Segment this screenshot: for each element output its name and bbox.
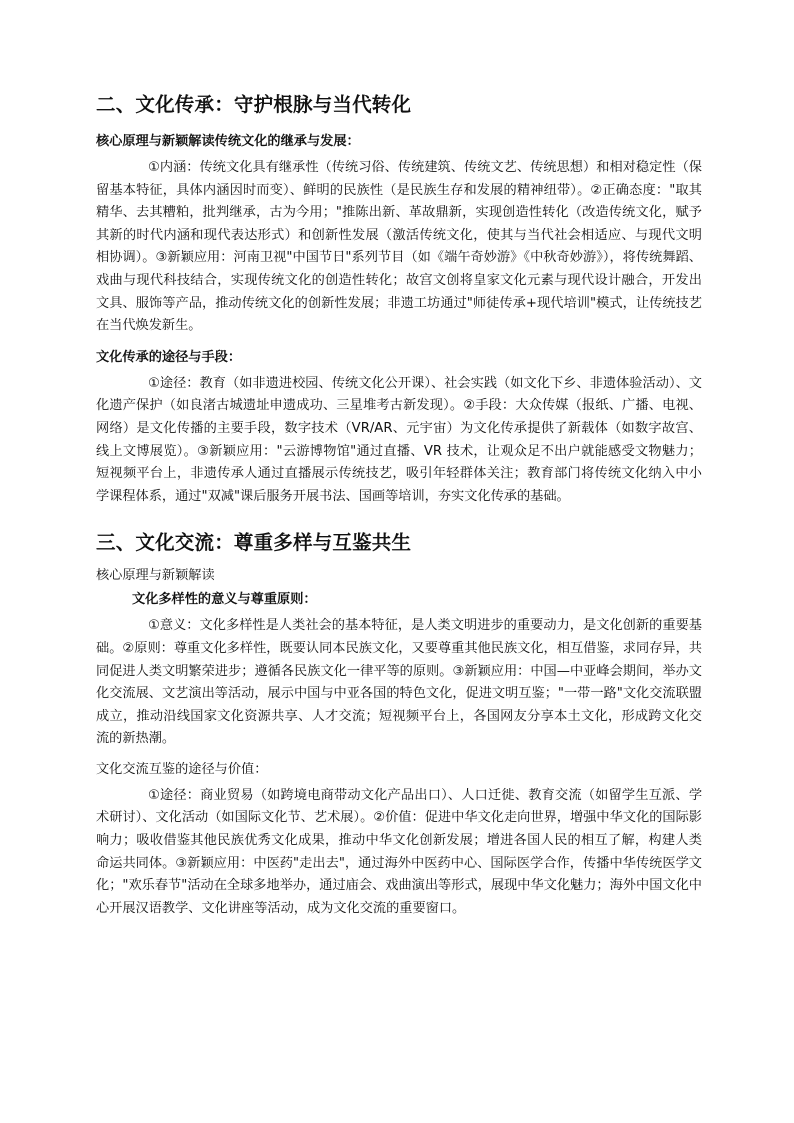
section-2-paragraph-1: ①内涵：传统文化具有继承性（传统习俗、传统建筑、传统文艺、传统思想）和相对稳定性（保留基本特征，具体内涵因时而变）、鲜明的民族性（是民族生存和发展的精神纽带）。②正确态度："取其精华、去其糟粕，批判继承，古为今用；"推陈出新、革故鼎新，实现创造性转化（改造传统文化，赋予其新的时代内涵和现代表达形式）和创新性发展（激活传统文化，使其与当代社会相适应、与现代文明相协调）。③新颖应用：河南卫视"中国节日"系列节目（如《端午奇妙游》《中秋奇妙游》），将传统舞蹈、戏曲与现代科技结合，实现传统文化的创造性转化；故宫文创将皇家文化元素与现代设计融合，开发出文具、服饰等产品，推动传统文化的创新性发展；非遗工坊通过"师徒传承+现代培训"模式，让传统技艺在当代焕发新生。	[96, 160, 702, 334]
section-3-intro: 核心原理与新颖解读	[96, 568, 215, 584]
section-3-subheading-2: 文化交流互鉴的途径与价值：	[96, 761, 268, 777]
section-3-paragraph-1: ①意义：文化多样性是人类社会的基本特征，是人类文明进步的重要动力，是文化创新的重要基础。②原则：尊重文化多样性，既要认同本民族文化，又要尊重其他民族文化，相互借鉴，求同存异，共同促进人类文明繁荣进步；遵循各民族文化一律平等的原则。③新颖应用：中国—中亚峰会期间，举办文化交流展、文艺演出等活动，展示中国与中亚各国的特色文化，促进文明互鉴；"一带一路"文化交流联盟成立，推动沿线国家文化资源共享、人才交流；短视频平台上，各国网友分享本土文化，形成跨文化交流的新热潮。	[96, 618, 702, 747]
section-3-subheading-1: 文化多样性的意义与尊重原则：	[132, 592, 317, 608]
section-2-paragraph-2: ①途径：教育（如非遗进校园、传统文化公开课）、社会实践（如文化下乡、非遗体验活动）、文化遗产保护（如良渚古城遗址申遗成功、三星堆考古新发现）。②手段：大众传媒（报纸、广播、电视、网络）是文化传播的主要手段，数字技术（VR/AR、元宇宙）为文化传承提供了新载体（如数字故宫、线上文博展览）。③新颖应用："云游博物馆"通过直播、VR 技术，让观众足不出户就能感受文物魅力；短视频平台上，非遗传承人通过直播展示传统技艺，吸引年轻群体关注；教育部门将传统文化纳入中小学课程体系，通过"双减"课后服务开展书法、国画等培训，夯实文化传承的基础。	[96, 375, 702, 504]
section-3-heading: 三、文化交流：尊重多样与互鉴共生	[96, 531, 412, 555]
section-2-subheading-1: 核心原理与新颖解读传统文化的继承与发展：	[96, 134, 360, 149]
section-2-heading: 二、文化传承：守护根脉与当代转化	[96, 93, 412, 116]
section-3-paragraph-2: ①途径：商业贸易（如跨境电商带动文化产品出口）、人口迁徙、教育交流（如留学生互派、学术研讨）、文化活动（如国际文化节、艺术展）。②价值：促进中华文化走向世界，增强中华文化的国际影响力；吸收借鉴其他民族优秀文化成果，推动中华文化创新发展；增进各国人民的相互了解，构建人类命运共同体。③新颖应用：中医药"走出去"，通过海外中医药中心、国际医学合作，传播中华传统医学文化；"欢乐春节"活动在全球多地举办，通过庙会、戏曲演出等形式，展现中华文化魅力；海外中国文化中心开展汉语教学、文化讲座等活动，成为文化交流的重要窗口。	[96, 787, 702, 916]
section-2-subheading-2: 文化传承的途径与手段：	[96, 349, 242, 365]
